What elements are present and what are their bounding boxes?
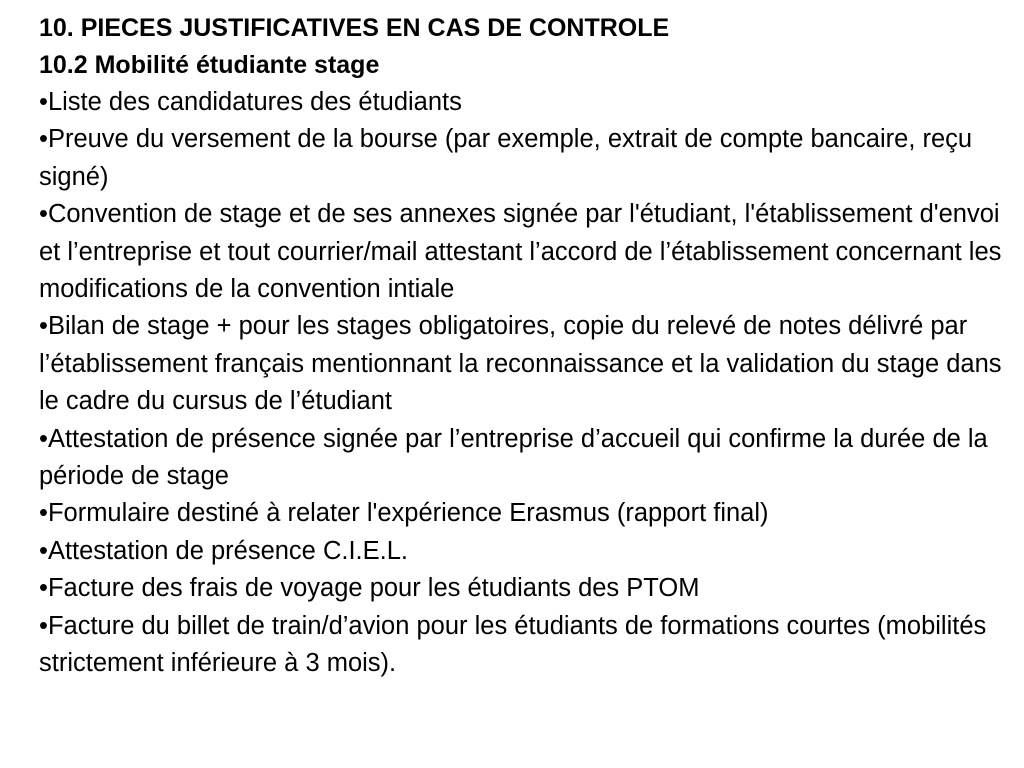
list-item: • Preuve du versement de la bourse (par exemple, extrait de compte bancaire, reçu signé) — [39, 121, 1010, 196]
requirements-list — [39, 84, 1010, 683]
section-title: 10. PIECES JUSTIFICATIVES EN CAS DE CONTROLE — [39, 14, 670, 42]
list-item: • Formulaire destiné à relater l'expérience Erasmus (rapport final) — [39, 495, 1010, 532]
list-item: • Facture des frais de voyage pour les étudiants des PTOM — [39, 570, 1010, 607]
list-item: • Bilan de stage + pour les stages obligatoires, copie du relevé de notes délivré par l’établissement français mentionnant la reconnaissance et la validation du stage dans le cadre du cursus de l’étudiant — [39, 308, 1010, 420]
list-item: • Attestation de présence C.I.E.L. — [39, 533, 1010, 570]
list-item: • Attestation de présence signée par l’entreprise d’accueil qui confirme la durée de la période de stage — [39, 421, 1010, 496]
list-item: • Convention de stage et de ses annexes signée par l'étudiant, l'établissement d'envoi et l’entreprise et tout courrier/mail attestant l’accord de l’établissement concernant les modifications de la convention intiale — [39, 196, 1010, 308]
list-item: • Liste des candidatures des étudiants — [39, 84, 1010, 121]
subsection-title: 10.2 Mobilité étudiante stage — [39, 51, 380, 79]
list-item: • Facture du billet de train/d’avion pour les étudiants de formations courtes (mobilités strictement inférieure à 3 mois). — [39, 608, 1010, 683]
